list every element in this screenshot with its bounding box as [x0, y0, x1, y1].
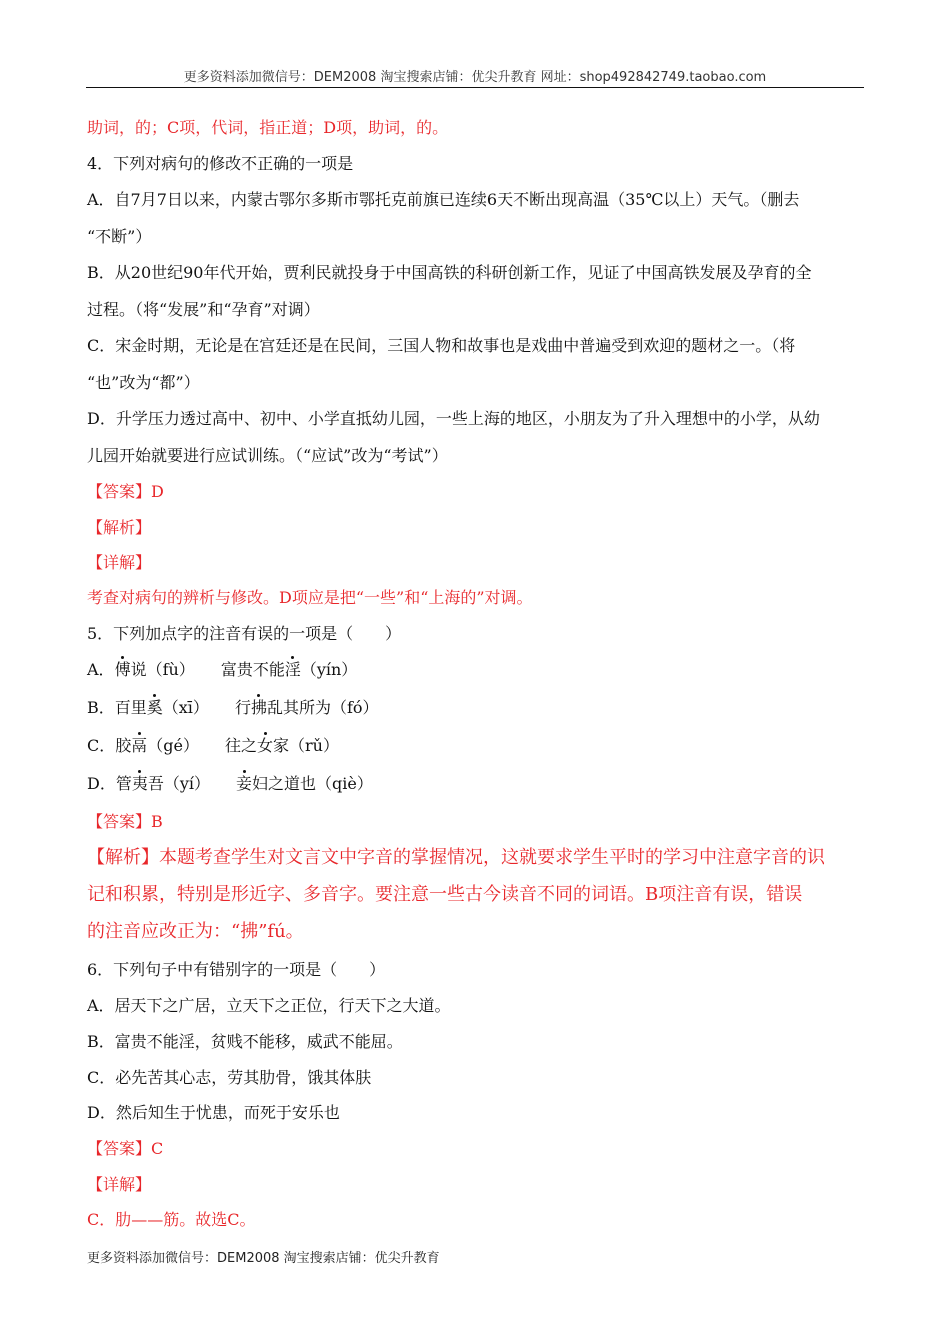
- q6-option-d: D．然后知生于忧患，而死于安乐也: [87, 1103, 340, 1122]
- header-rule: [86, 87, 864, 88]
- q4-option-d-line2: 儿园开始就要进行应试训练。（“应试”改为“考试”）: [87, 446, 448, 465]
- dotted-char: 拂: [250, 698, 267, 717]
- q4-option-a-line1: A．自7月7日以来，内蒙古鄂尔多斯市鄂托克前旗已连续6天不断出现高温（35℃以上）天气。（删去: [87, 190, 800, 209]
- q4-option-c-line2: “也”改为“都”）: [87, 373, 200, 392]
- q5-option-c: [87, 736, 339, 756]
- q4-stem: 4．下列对病句的修改不正确的一项是: [87, 154, 354, 173]
- option-prefix: B．百里: [87, 698, 147, 717]
- page-footer: 更多资料添加微信号：DEM2008 淘宝搜索店铺：优尖升教育: [87, 1251, 440, 1266]
- q6-option-a: A．居天下之广居，立天下之正位，行天下之大道。: [87, 996, 451, 1015]
- option-text: 富贵不能: [220, 660, 285, 679]
- dotted-char: 傅: [114, 660, 131, 679]
- option-prefix: D．管: [87, 774, 132, 793]
- option-prefix: C．胶: [87, 736, 132, 755]
- q4-option-c-line1: C．宋金时期，无论是在宫廷还是在民间，三国人物和故事也是戏曲中普遍受到欢迎的题材之一。（将: [87, 336, 796, 355]
- q5-answer: [87, 812, 163, 832]
- dotted-char: 女: [257, 736, 274, 755]
- answer-value: B: [151, 812, 163, 831]
- q6-stem: 6．下列句子中有错别字的一项是（ ）: [87, 960, 386, 979]
- q4-option-a-line2: “不断”）: [87, 227, 152, 246]
- option-text: 家（rǔ）: [273, 736, 339, 755]
- dotted-char: 妾: [236, 774, 253, 793]
- dotted-char: 鬲: [131, 736, 148, 755]
- q5-explanation-line2: 记和积累，特别是形近字、多音字。要注意一些古今读音不同的词语。B项注音有误，错误: [87, 884, 803, 905]
- q5-option-b: [87, 698, 379, 718]
- option-text: 吾（yí）: [147, 774, 211, 793]
- page-header: 更多资料添加微信号：DEM2008 淘宝搜索店铺：优尖升教育 网址：shop492842749.taobao.com: [183, 70, 767, 85]
- q4-analysis-label: 【解析】: [87, 518, 152, 537]
- q5-option-a: [87, 660, 357, 680]
- analysis-label: 【解析】: [87, 847, 159, 868]
- q4-answer: [87, 482, 164, 502]
- q6-option-b: B．富贵不能淫，贫贱不能移，威武不能屈。: [87, 1032, 403, 1051]
- q6-explanation: C．肋——筋。故选C。: [87, 1210, 256, 1229]
- q5-explanation-line3: 的注音应改正为：“拂”fú。: [87, 921, 304, 942]
- option-text: 说（fù）: [130, 660, 195, 679]
- q4-option-d-line1: D．升学压力透过高中、初中、小学直抵幼儿园，一些上海的地区，小朋友为了升入理想中的小学，从幼: [87, 409, 820, 428]
- q4-option-b-line2: 过程。（将“发展”和“孕育”对调）: [87, 300, 320, 319]
- q6-detail-label: 【详解】: [87, 1175, 152, 1194]
- q4-detail-label: 【详解】: [87, 553, 152, 572]
- option-text: 往之: [224, 736, 257, 755]
- answer-value: C: [151, 1139, 164, 1158]
- q4-explanation: 考查对病句的辨析与修改。D项应是把“一些”和“上海的”对调。: [87, 588, 533, 607]
- q5-explanation-line1: [87, 848, 825, 868]
- q5-option-d: [87, 774, 373, 794]
- answer-label: 【答案】: [87, 1139, 152, 1158]
- q6-answer: [87, 1139, 163, 1159]
- dotted-char: 淫: [284, 660, 301, 679]
- option-text: （gé）: [147, 736, 199, 755]
- explanation-text: 本题考查学生对文言文中字音的掌握情况，这就要求学生平时的学习中注意字音的识: [159, 847, 825, 868]
- option-text: 行: [234, 698, 251, 717]
- option-text: （xī）: [162, 698, 209, 717]
- dotted-char: 夷: [131, 774, 148, 793]
- answer-label: 【答案】: [87, 482, 152, 501]
- option-text: 乱其所为（fó）: [266, 698, 379, 717]
- q5-stem: 5．下列加点字的注音有误的一项是（ ）: [87, 624, 402, 643]
- q4-option-b-line1: B．从20世纪90年代开始，贾利民就投身于中国高铁的科研创新工作，见证了中国高铁发展及孕育的全: [87, 263, 812, 282]
- answer-value: D: [151, 482, 164, 501]
- option-text: （yín）: [300, 660, 358, 679]
- dotted-char: 奚: [146, 698, 163, 717]
- prev-answer-tail: 助词，的；C项，代词，指正道；D项，助词，的。: [87, 118, 449, 137]
- answer-label: 【答案】: [87, 812, 152, 831]
- option-prefix: A．: [87, 660, 115, 679]
- option-text: 妇之道也（qiè）: [252, 774, 373, 793]
- q6-option-c: C．必先苦其心志，劳其肋骨，饿其体肤: [87, 1068, 372, 1087]
